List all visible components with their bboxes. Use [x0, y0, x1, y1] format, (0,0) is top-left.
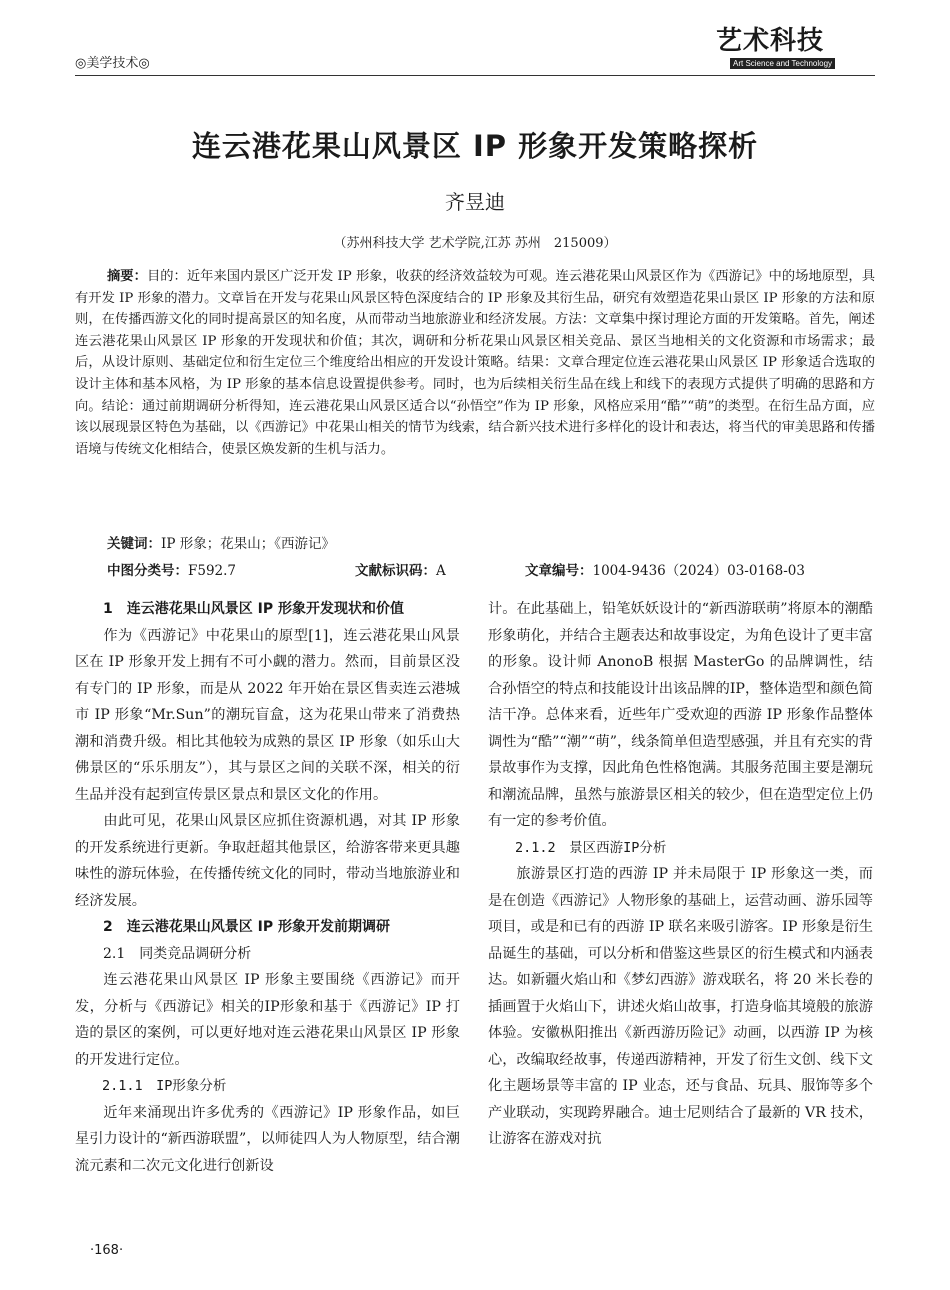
subsubsection-heading: 2.1.1 IP形象分析: [102, 1078, 227, 1094]
paragraph: 连云港花果山风景区 IP 形象主要围绕《西游记》而开发，分析与《西游记》相关的IP形象和基于《西游记》IP 打造的景区的案例，可以更好地对连云港花果山风景区 IP 形象的开发进行定位。: [75, 972, 460, 1068]
right-column: [488, 596, 873, 1153]
paragraph: 旅游景区打造的西游 IP 并未局限于 IP 形象这一类，而是在创造《西游记》人物形象的基础上，运营动画、游乐园等项目，或是和已有的西游 IP 联名来吸引游客。IP 形象是衍生品诞生的基础，可以分析和借鉴这些景区的衍生模式和内涵表达。如新疆火焰山和《梦幻西游》游戏联名，将 20 米长卷的插画置于火焰山下，讲述火焰山故事，打造身临其境般的旅游体验。安徽枞阳推出《新西游历险记》动画，以西游 IP 为核心，改编取经故事，传递西游精神，开发了衍生文创、线下文化主题场景等丰富的 IP 业态，还与食品、玩具、服饰等多个产业联动，实现跨界融合。迪士尼则结合了最新的 VR 技术，让游客在游戏对抗: [488, 866, 873, 1147]
abstract: [75, 266, 875, 460]
logo-chinese: 艺术科技: [716, 26, 825, 56]
journal-logo: [716, 28, 846, 70]
keywords-text: IP 形象；花果山；《西游记》: [161, 536, 335, 552]
paragraph: 作为《西游记》中花果山的原型[1]，连云港花果山风景区在 IP 形象开发上拥有不可小觑的潜力。然而，目前景区没有专门的 IP 形象，而是从 2022 年开始在景区售卖连云港城市 IP 形象“Mr.Sun”的潮玩盲盒，这为花果山带来了消费热潮和消费升级。相比其他较为成熟的景区 IP 形象（如乐山大佛景区的“乐乐朋友”），其与景区之间的关联不深，相关的衍生品并没有起到宣传景区景点和景区文化的作用。: [75, 627, 460, 803]
doc-value: A: [436, 563, 446, 579]
clc-number: [107, 559, 236, 579]
author-affiliation: （苏州科技大学 艺术学院,江苏 苏州 215009）: [333, 236, 617, 251]
paragraph: 由此可见，花果山风景区应抓住资源机遇，对其 IP 形象的开发系统进行更新。争取赶超其他景区，给游客带来更具趣味性的游玩体验，在传播传统文化的同时，带动当地旅游业和经济发展。: [75, 813, 460, 909]
doc-label: 文献标识码：: [355, 563, 436, 579]
article-label: 文章编号：: [525, 563, 593, 579]
abstract-text: 目的：近年来国内景区广泛开发 IP 形象，收获的经济效益较为可观。连云港花果山风景区作为《西游记》中的场地原型，具有开发 IP 形象的潜力。文章旨在开发与花果山风景区特色深度结合的 IP 形象及其衍生品，研究有效塑造花果山景区 IP 形象的方法和原则，在传播西游文化的同时提高景区的知名度，从而带动当地旅游业和经济发展。方法：文章集中探讨理论方面的开发策略。首先，阐述连云港花果山风景区 IP 形象的开发现状和价值；其次，调研和分析花果山风景区相关竞品、景区当地相关的文化资源和市场需求；最后，从设计原则、基础定位和衍生定位三个维度给出相应的开发设计策略。结果：文章合理定位连云港花果山风景区 IP 形象适合选取的设计主体和基本风格，为 IP 形象的基本信息设置提供参考。同时，也为后续相关衍生品在线上和线下的表现方式提供了明确的思路和方向。结论：通过前期调研分析得知，连云港花果山风景区适合以“孙悟空”作为 IP 形象，风格应采用“酷”“萌”的类型。在衍生品方面，应该以展现景区特色为基础，以《西游记》中花果山相关的情节为线索，结合新兴技术进行多样化的设计和表达，将当代的审美思路和传播语境与传统文化相结合，使景区焕发新的生机与活力。: [75, 269, 876, 457]
section-heading: 2 连云港花果山风景区 IP 形象开发前期调研: [103, 919, 390, 935]
article-title: 连云港花果山风景区 IP 形象开发策略探析: [191, 129, 759, 163]
subsubsection-heading: 2.1.2 景区西游IP分析: [515, 839, 667, 856]
author-name: 齐昱迪: [445, 190, 505, 214]
paragraph: 近年来涌现出许多优秀的《西游记》IP 形象作品，如巨星引力设计的“新西游联盟”，以师徒四人为人物原型，结合潮流元素和二次元文化进行创新设: [75, 1104, 460, 1174]
keywords-label: 关键词：: [107, 536, 161, 552]
document-code: [355, 559, 446, 579]
abstract-label: 摘要：: [107, 269, 147, 284]
paragraph: 计。在此基础上，铅笔妖妖设计的“新西游联萌”将原本的潮酷形象萌化，并结合主题表达和故事设定，为角色设计了更丰富的形象。设计师 AnonoB 根据 MasterGo 的品牌调性，结合孙悟空的特点和技能设计出该品牌的IP，整体造型和颜色简洁干净。总体来看，近些年广受欢迎的西游 IP 形象作品整体调性为“酷”“潮”“萌”，线条简单但造型感强，并且有充实的背景故事作为支撑，因此角色性格饱满。其服务范围主要是潮玩和潮流品牌，虽然与旅游景区相关的较少，但在造型定位上仍有一定的参考价值。: [488, 601, 873, 829]
clc-value: F592.7: [188, 563, 237, 579]
page-number: ·168·: [90, 1243, 124, 1258]
article-value: 1004-9436（2024）03-0168-03: [592, 563, 805, 579]
keywords: [107, 532, 335, 552]
logo-english: Art Science and Technology: [730, 58, 835, 69]
left-column: [75, 596, 460, 1179]
clc-label: 中图分类号：: [107, 563, 188, 579]
header-divider: [75, 75, 875, 76]
article-number: [525, 559, 805, 579]
section-heading: 1 连云港花果山风景区 IP 形象开发现状和价值: [103, 601, 404, 617]
section-label: ◎美学技术◎: [75, 56, 150, 71]
subsection-heading: 2.1 同类竞品调研分析: [103, 945, 252, 962]
